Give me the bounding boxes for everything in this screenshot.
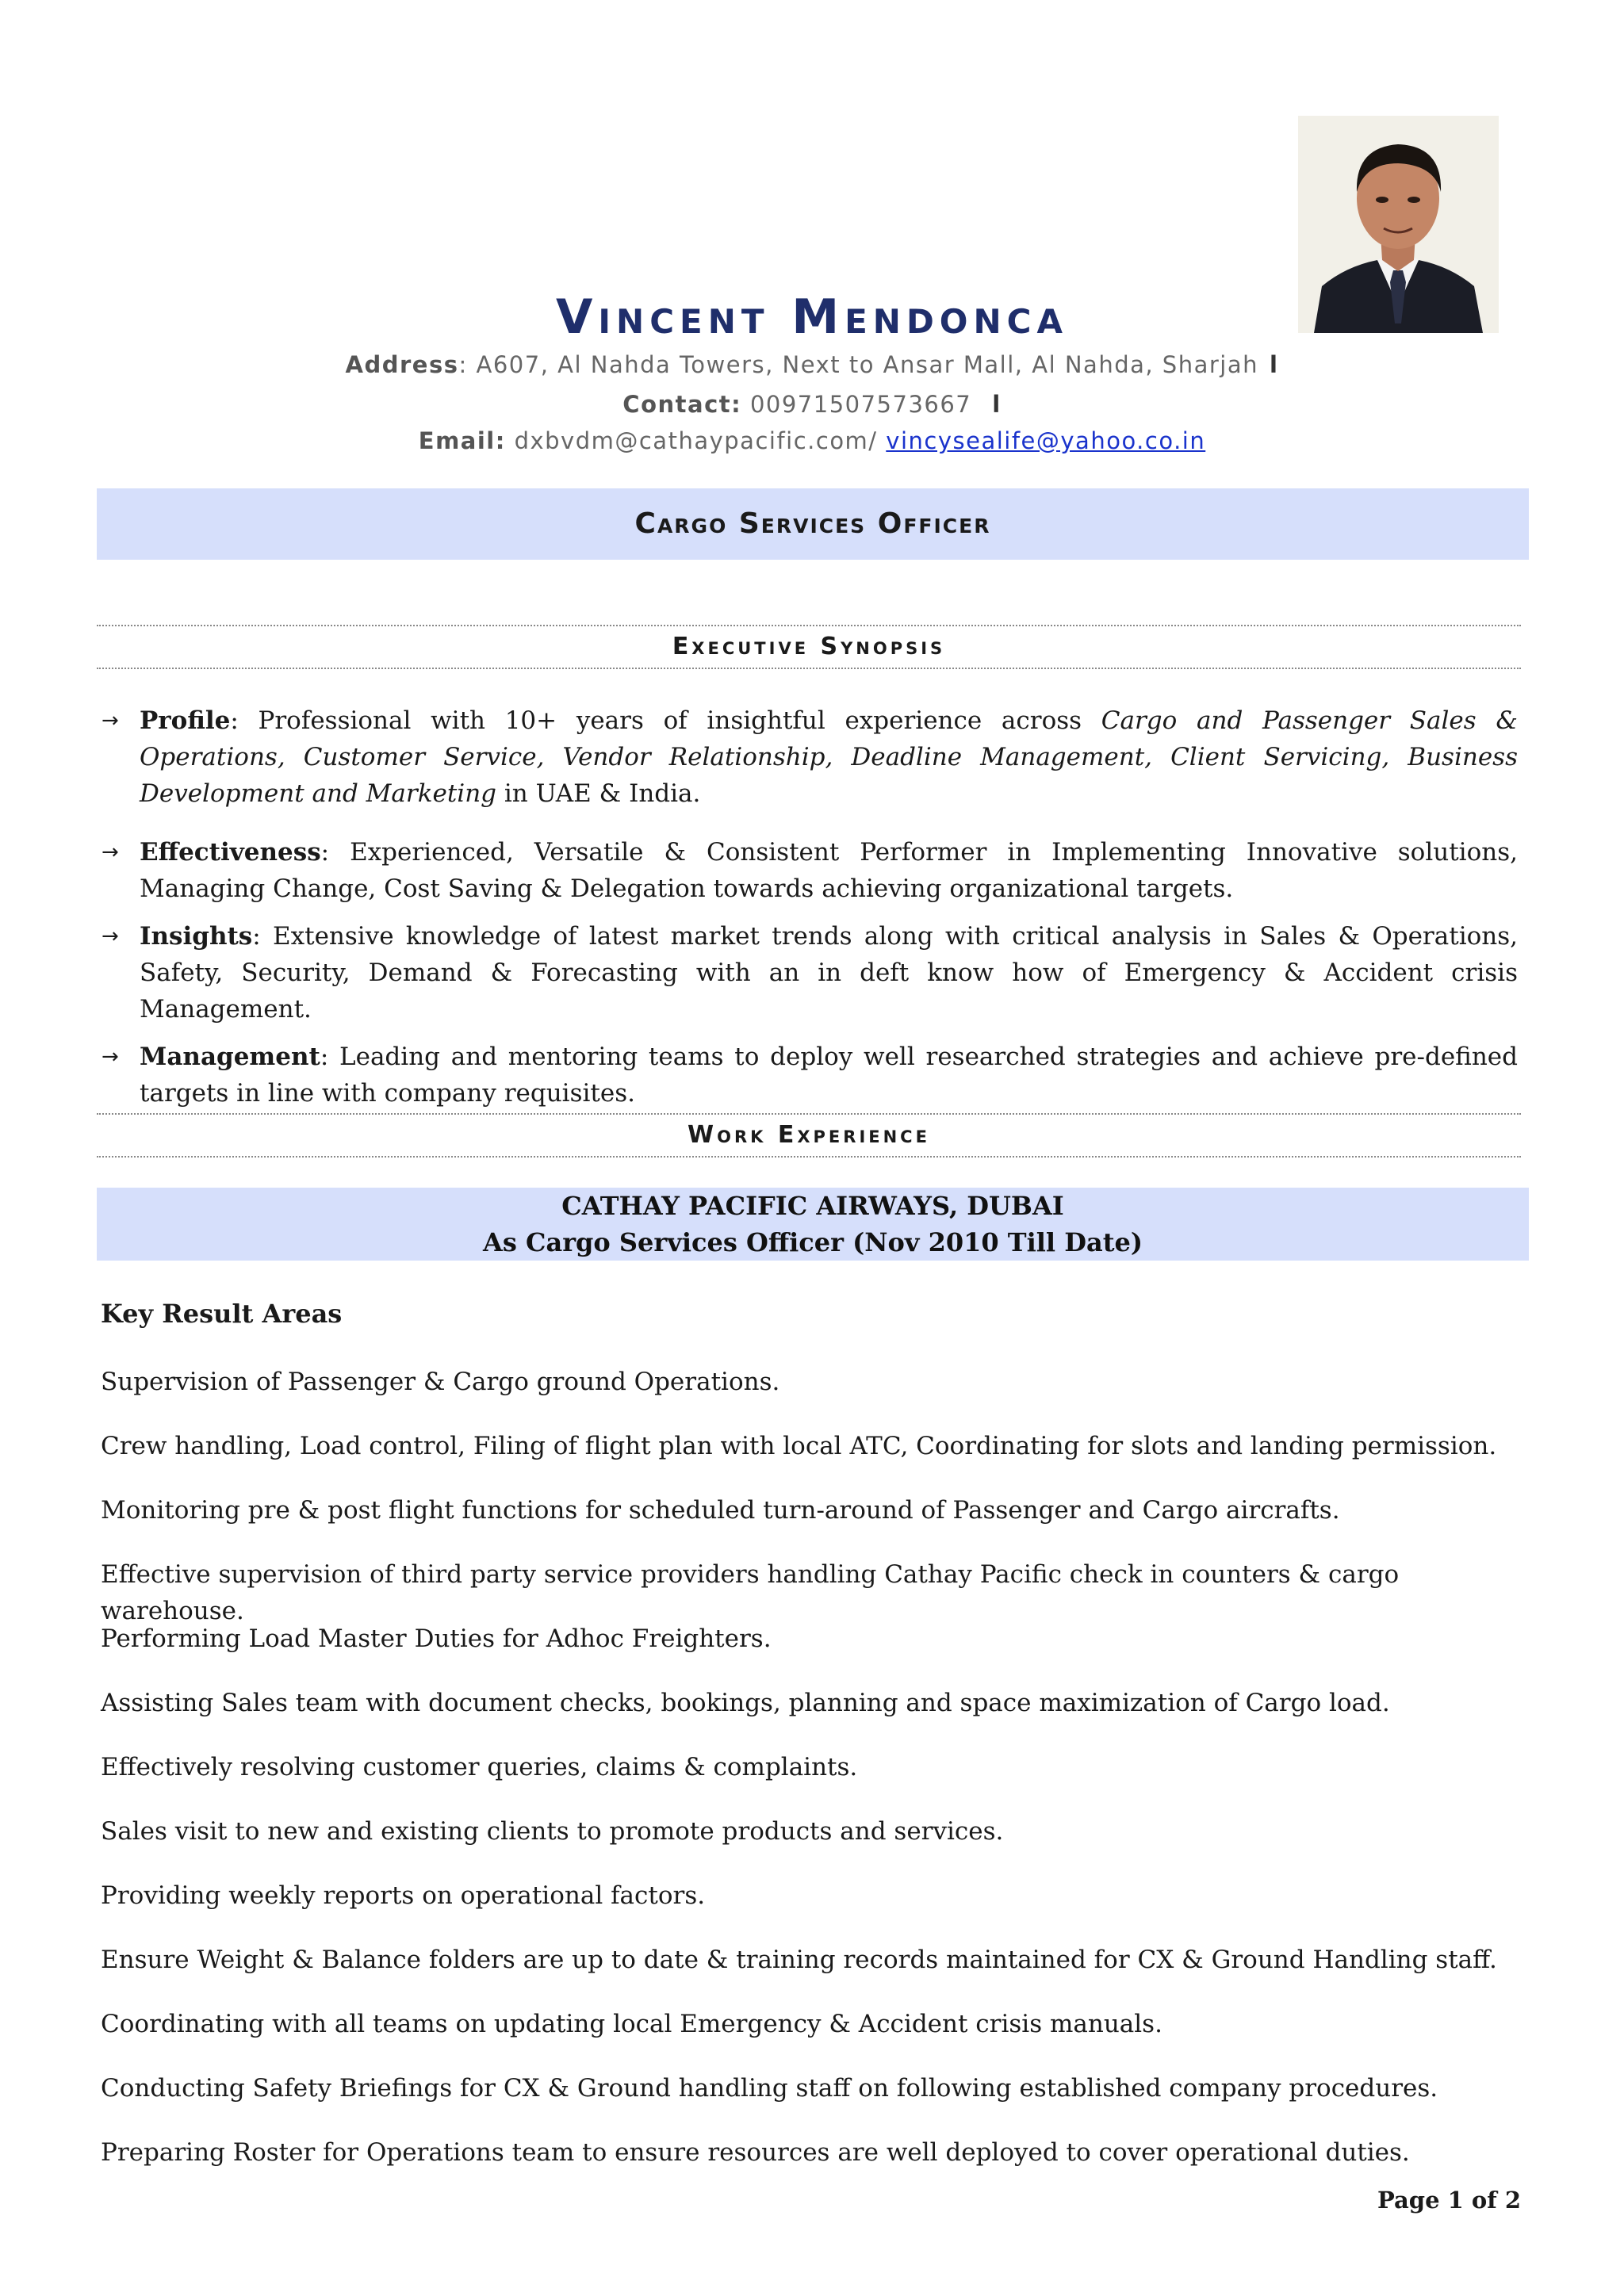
kra-list [101, 1364, 1520, 2198]
contact-value: 00971507573667 [749, 391, 972, 418]
synopsis-text: : Extensive knowledge of latest market trends along with critical analysis in Sales & Operations, Safety, Security, Demand & Forecasting with an in deft know how of Emergency & Accident crisis Management. [140, 922, 1518, 1024]
job-title-band: Cargo Services Officer [97, 488, 1529, 560]
separator: l [1270, 351, 1279, 378]
list-item: Performing Load Master Duties for Adhoc Freighters. [101, 1624, 772, 1653]
arrow-icon: → [102, 924, 119, 948]
list-item: Coordinating with all teams on updating local Emergency & Accident crisis manuals. [101, 2010, 1162, 2038]
page-number: Page 1 of 2 [1377, 2187, 1521, 2214]
list-item: Ensure Weight & Balance folders are up to date & training records maintained for CX & Ground Handling staff. [101, 1946, 1497, 1974]
synopsis-label: Profile [140, 706, 231, 735]
list-item: Assisting Sales team with document checks, bookings, planning and space maximization of Cargo load. [101, 1689, 1390, 1717]
synopsis-text: in UAE & India. [496, 779, 701, 808]
section-heading-executive: Executive Synopsis [97, 625, 1521, 669]
email-line [0, 425, 1624, 457]
address-line [0, 349, 1624, 381]
address-label: Address [345, 351, 459, 378]
arrow-icon: → [102, 840, 119, 864]
section-heading-work: Work Experience [97, 1113, 1521, 1158]
synopsis-item [97, 834, 1518, 907]
list-item: Crew handling, Load control, Filing of flight plan with local ATC, Coordinating for slots and landing permission. [101, 1432, 1497, 1460]
list-item: Preparing Roster for Operations team to ensure resources are well deployed to cover operational duties. [101, 2138, 1410, 2167]
synopsis-italic: Cargo and Passenger Sales & Operations, Customer Service, Vendor Relationship, Deadline Management, Client Servicing, Business Development and Marketing [140, 706, 1518, 808]
list-item: Effective supervision of third party service providers handling Cathay Pacific check in counters & cargo warehouse. [101, 1560, 1400, 1625]
contact-line [0, 388, 1624, 420]
synopsis-text: : Professional with 10+ years of insightful experience across [230, 706, 1101, 735]
list-item: Providing weekly reports on operational factors. [101, 1881, 706, 1910]
synopsis-list [97, 702, 1518, 1123]
list-item: Conducting Safety Briefings for CX & Ground handling staff on following established company procedures. [101, 2074, 1438, 2103]
synopsis-item [97, 702, 1518, 812]
synopsis-item [97, 918, 1518, 1027]
email-value: dxbvdm@cathaypacific.com/ [514, 427, 878, 454]
arrow-icon: → [102, 709, 119, 733]
list-item: Effectively resolving customer queries, claims & complaints. [101, 1753, 858, 1781]
address-value: : A607, Al Nahda Towers, Next to Ansar Mall, Al Nahda, Sharjah [458, 351, 1258, 378]
separator: l [992, 391, 1002, 418]
company-role: As Cargo Services Officer (Nov 2010 Till Date) [483, 1227, 1143, 1257]
synopsis-label: Insights [140, 922, 253, 951]
list-item: Supervision of Passenger & Cargo ground Operations. [101, 1368, 780, 1396]
candidate-name: Vincent Mendonca [555, 289, 1068, 345]
synopsis-item [97, 1039, 1518, 1112]
email-link[interactable]: vincysealife@yahoo.co.in [886, 427, 1206, 454]
contact-label: Contact: [622, 391, 742, 418]
kra-heading: Key Result Areas [101, 1299, 343, 1329]
synopsis-label: Effectiveness [140, 838, 321, 867]
synopsis-text: : Experienced, Versatile & Consistent Performer in Implementing Innovative solutions, Managing Change, Cost Saving & Delegation towards achieving organizational targets. [140, 838, 1518, 903]
synopsis-label: Management [140, 1043, 320, 1071]
arrow-icon: → [102, 1045, 119, 1069]
company-name: CATHAY PACIFIC AIRWAYS, DUBAI [561, 1191, 1064, 1221]
list-item: Monitoring pre & post flight functions for scheduled turn-around of Passenger and Cargo aircrafts. [101, 1496, 1340, 1525]
email-label: Email: [418, 427, 506, 454]
synopsis-text: : Leading and mentoring teams to deploy well researched strategies and achieve pre-defined targets in line with company requisites. [140, 1043, 1518, 1108]
company-band [97, 1188, 1529, 1261]
list-item: Sales visit to new and existing clients to promote products and services. [101, 1817, 1004, 1846]
